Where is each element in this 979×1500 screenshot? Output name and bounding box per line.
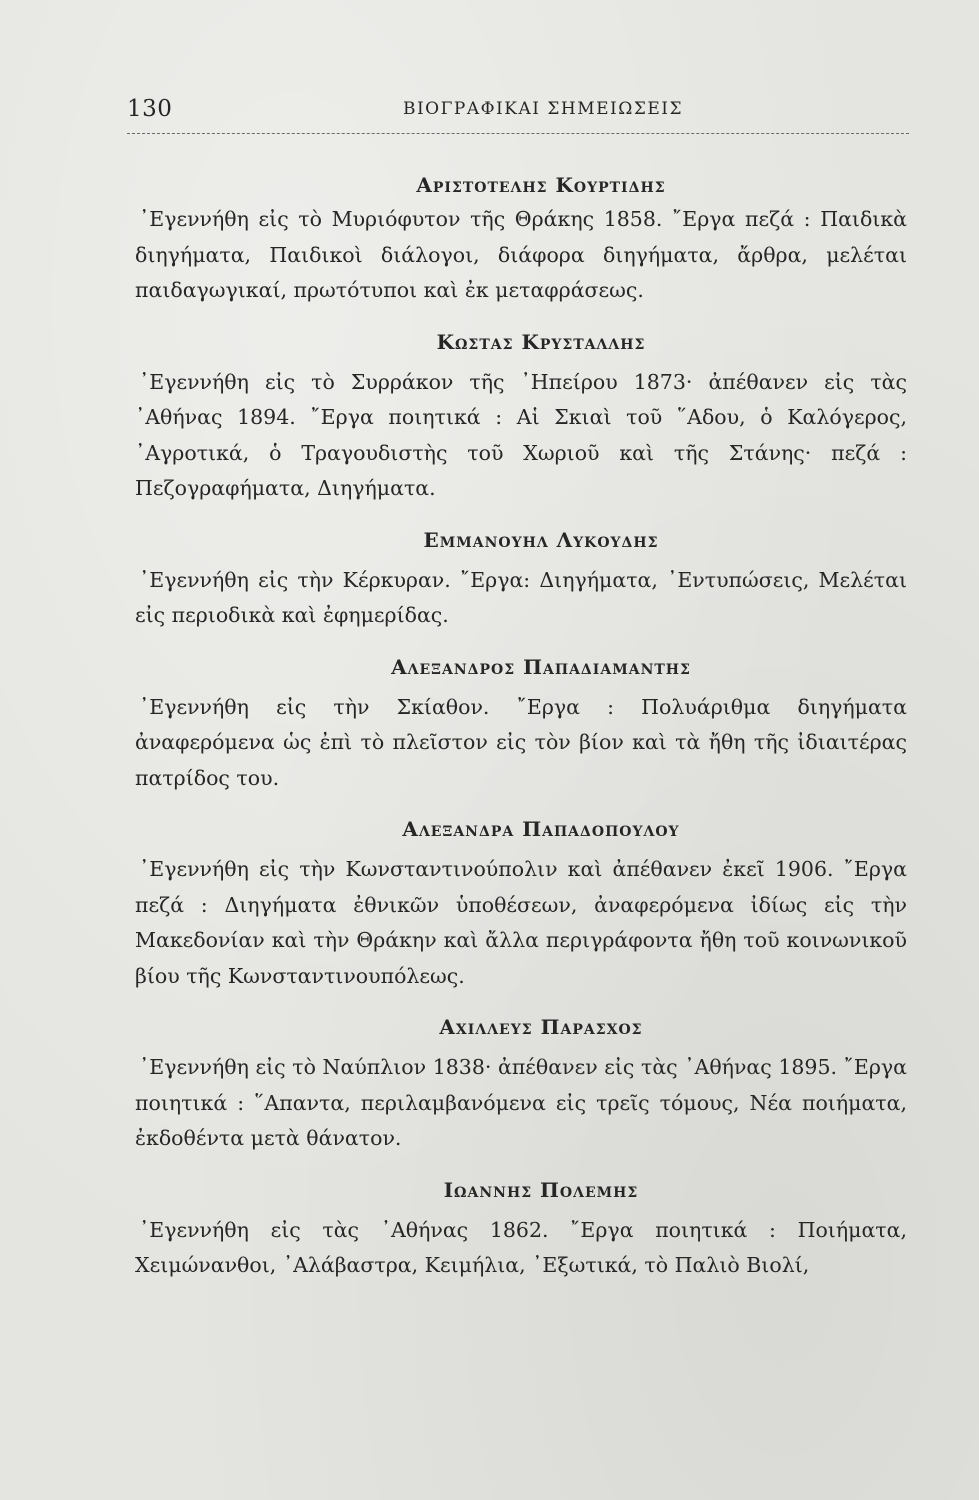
entry	[135, 1173, 907, 1284]
entry-name: Αριστοτελης Κουρτιδης	[416, 173, 666, 197]
entry-text: ᾿Εγεννήθη εἰς τὸ Ναύπλιον 1838· ἀπέθανεν εἰς τὰς ᾿Αθήνας 1895. ῎Εργα ποιητικά : ῞Απαντα, περιλαμβανόμενα εἰς τρεῖς τόμους, Νέα ποιήματα, ἐκδοθέντα μετὰ θάνατον.	[135, 1055, 907, 1150]
entry-text: ᾿Εγεννήθη εἰς τὸ Συρράκον τῆς ᾿Ηπείρου 1873· ἀπέθανεν εἰς τὰς ᾿Αθήνας 1894. ῎Εργα ποιητικά : Αἱ Σκιαὶ τοῦ ῞Αδου, ὁ Καλόγερος, ᾿Αγροτικά, ὁ Τραγουδιστὴς τοῦ Χωριοῦ καὶ τῆς Στάνης· πεζά : Πεζογραφήματα, Διηγήματα.	[135, 369, 907, 500]
entry	[135, 812, 907, 994]
running-head	[127, 96, 909, 128]
entry-text: ᾿Εγεννήθη εἰς τὴν Σκίαθον. ῎Εργα : Πολυάριθμα διηγήματα ἀναφερόμενα ὡς ἐπὶ τὸ πλεῖστον εἰς τὸν βίον καὶ τὰ ἤθη τῆς ἰδιαιτέρας πατρίδος του.	[135, 694, 907, 790]
entry-name: Κωστας Κρυσταλλης	[436, 329, 646, 354]
entry	[135, 650, 907, 797]
page-body	[135, 168, 907, 1284]
entry-text: ᾿Εγεννήθη εἰς τὴν Κωνσταντινούπολιν καὶ ἀπέθανεν ἐκεῖ 1906. ῎Εργα πεζά : Διηγήματα ἐθνικῶν ὑποθέσεων, ἀναφερόμενα ἰδίως εἰς τὴν Μακεδονίαν καὶ τὴν Θράκην καὶ ἄλλα περιγράφοντα ἤθη τοῦ κοινωνικοῦ βίου τῆς Κωνσταντινουπόλεως.	[135, 857, 907, 988]
entry-name: Αλεξανδρα Παπαδοπουλου	[402, 817, 680, 841]
entry	[135, 325, 907, 507]
entry-name: Αλεξανδρος Παπαδιαμαντης	[391, 654, 691, 679]
entry-text: ᾿Εγεννήθη εἰς τὴν Κέρκυραν. ῎Εργα: Διηγήματα, ᾿Εντυπώσεις, Μελέται εἰς περιοδικὰ καὶ ἐφημερίδας.	[135, 567, 907, 627]
entry-name: Ιωαννης Πολεμης	[443, 1177, 639, 1202]
entry	[135, 523, 907, 634]
entry-name: Εμμανουηλ Λυκουδης	[423, 527, 659, 552]
entry-name: Αχιλλευς Παρασχος	[439, 1015, 643, 1039]
entry-text: ᾿Εγεννήθη εἰς τὸ Μυριόφυτον τῆς Θράκης 1858. ῎Εργα πεζά : Παιδικὰ διηγήματα, Παιδικοὶ διάλογοι, διάφορα διηγήματα, ἄρθρα, μελέται παιδαγωγικαί, πρωτότυποι καὶ ἐκ μεταφράσεως.	[135, 207, 907, 302]
running-title: ΒΙΟΓΡΑΦΙΚΑΙ ΣΗΜΕΙΩΣΕΙΣ	[402, 99, 684, 119]
entry-text: ᾿Εγεννήθη εἰς τὰς ᾿Αθήνας 1862. ῎Εργα ποιητικά : Ποιήματα, Χειμώνανθοι, ᾿Αλάβαστρα, Κειμήλια, ᾿Εξωτικά, τὸ Παλιὸ Βιολί,	[135, 1217, 907, 1277]
header-rule	[127, 133, 909, 134]
page-number: 130	[127, 96, 173, 122]
entry	[135, 168, 907, 309]
entry	[135, 1010, 907, 1157]
